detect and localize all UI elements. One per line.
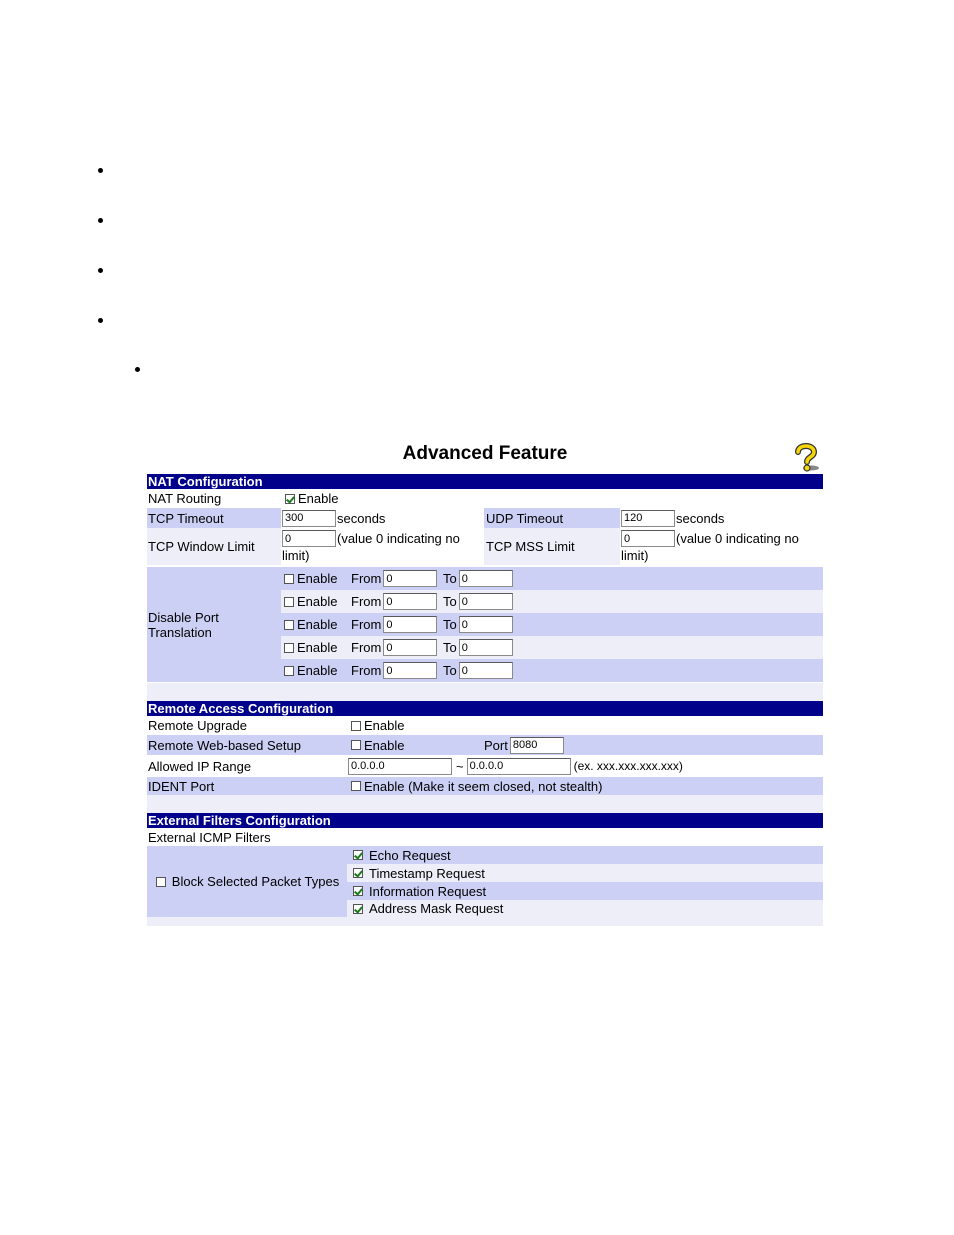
from-label: From	[351, 663, 382, 678]
ident-port-enable-label: Enable (Make it seem closed, not stealth)	[364, 778, 603, 794]
from-label: From	[351, 594, 382, 609]
to-label: To	[443, 617, 457, 632]
from-label: From	[351, 617, 382, 632]
remote-websetup-row	[147, 735, 823, 755]
ip-range-to-input[interactable]	[467, 758, 571, 775]
tcp-window-note-cont: limit)	[282, 548, 310, 563]
port-to-input[interactable]	[459, 570, 513, 587]
packet-type-label: Information Request	[369, 883, 487, 899]
external-filters-header: External Filters Configuration	[147, 813, 823, 828]
tcp-mss-note: (value 0 indicating no	[676, 531, 799, 546]
list-bullet	[98, 318, 103, 323]
from-label: From	[351, 640, 382, 655]
remote-upgrade-checkbox[interactable]	[351, 721, 361, 731]
tcp-window-note: (value 0 indicating no	[337, 531, 460, 546]
packet-type-label: Timestamp Request	[369, 865, 485, 881]
list-bullet	[98, 168, 103, 173]
port-range-enable-checkbox[interactable]	[284, 666, 294, 676]
enable-label: Enable	[297, 617, 338, 632]
to-label: To	[443, 594, 457, 609]
nat-routing-enable-label: Enable	[298, 491, 339, 506]
disable-port-translation-label-cont: Translation	[148, 624, 212, 640]
help-question-icon[interactable]	[791, 441, 821, 473]
enable-label: Enable	[297, 594, 338, 609]
tcp-window-limit-input[interactable]	[282, 530, 336, 547]
port-to-input[interactable]	[459, 616, 513, 633]
section-spacer	[147, 795, 823, 813]
udp-timeout-label: UDP Timeout	[486, 510, 564, 526]
to-label: To	[443, 663, 457, 678]
tcp-timeout-label: TCP Timeout	[148, 510, 224, 526]
tcp-mss-note-cont: limit)	[621, 548, 649, 563]
list-bullet	[98, 268, 103, 273]
udp-timeout-unit: seconds	[676, 510, 725, 526]
port-label: Port	[484, 737, 508, 753]
remote-websetup-label: Remote Web-based Setup	[148, 737, 301, 753]
from-label: From	[351, 571, 382, 586]
packet-type-row	[347, 864, 823, 882]
ident-port-label: IDENT Port	[148, 778, 215, 794]
section-spacer	[147, 683, 823, 701]
port-to-input[interactable]	[459, 639, 513, 656]
packet-type-row	[347, 846, 823, 864]
port-to-input[interactable]	[459, 662, 513, 679]
remote-upgrade-label: Remote Upgrade	[148, 718, 247, 733]
block-packet-types-block	[147, 846, 823, 917]
disable-port-translation-block	[147, 567, 823, 682]
nat-config-header: NAT Configuration	[147, 474, 823, 489]
block-selected-label: Block Selected Packet Types	[171, 874, 340, 889]
port-from-input[interactable]	[383, 639, 437, 656]
remote-websetup-checkbox[interactable]	[351, 740, 361, 750]
packet-type-checkbox[interactable]	[353, 868, 363, 878]
section-spacer	[147, 917, 823, 926]
tcp-timeout-unit: seconds	[337, 510, 386, 526]
port-from-input[interactable]	[383, 616, 437, 633]
port-from-input[interactable]	[383, 662, 437, 679]
list-bullet	[98, 218, 103, 223]
port-from-input[interactable]	[383, 570, 437, 587]
packet-type-checkbox[interactable]	[353, 850, 363, 860]
packet-type-label: Echo Request	[369, 847, 451, 863]
tcp-mss-limit-input[interactable]	[621, 530, 675, 547]
packet-type-checkbox[interactable]	[353, 886, 363, 896]
tcp-window-limit-label: TCP Window Limit	[148, 539, 255, 554]
port-range-row	[281, 659, 823, 682]
remote-upgrade-row	[147, 716, 823, 735]
page-title: Advanced Feature	[402, 443, 568, 464]
tcp-mss-limit-label: TCP MSS Limit	[486, 539, 575, 554]
enable-label: Enable	[297, 571, 338, 586]
port-range-enable-checkbox[interactable]	[284, 643, 294, 653]
ip-range-separator: ~	[456, 758, 464, 774]
remote-access-header: Remote Access Configuration	[147, 701, 823, 716]
to-label: To	[443, 640, 457, 655]
port-range-row	[281, 567, 823, 590]
ident-port-row	[147, 777, 823, 795]
packet-type-checkbox[interactable]	[353, 904, 363, 914]
enable-label: Enable	[297, 663, 338, 678]
nat-routing-row	[147, 489, 823, 508]
remote-port-input[interactable]	[510, 737, 564, 754]
icmp-filters-row	[147, 828, 823, 846]
external-icmp-filters-label: External ICMP Filters	[148, 829, 271, 845]
packet-type-row	[347, 900, 823, 917]
enable-label: Enable	[297, 640, 338, 655]
port-range-enable-checkbox[interactable]	[284, 620, 294, 630]
nat-routing-label: NAT Routing	[148, 491, 222, 506]
limit-row	[147, 528, 823, 565]
remote-websetup-enable-label: Enable	[364, 737, 405, 753]
port-to-input[interactable]	[459, 593, 513, 610]
packet-type-label: Address Mask Request	[369, 901, 504, 916]
port-from-input[interactable]	[383, 593, 437, 610]
ident-port-checkbox[interactable]	[351, 781, 361, 791]
ip-range-from-input[interactable]	[348, 758, 452, 775]
advanced-feature-panel	[147, 440, 823, 926]
port-range-row	[281, 636, 823, 659]
timeout-row	[147, 508, 823, 528]
port-range-enable-checkbox[interactable]	[284, 597, 294, 607]
nat-routing-checkbox[interactable]	[285, 494, 295, 504]
port-range-row	[281, 590, 823, 613]
port-range-row	[281, 613, 823, 636]
tcp-timeout-input[interactable]	[282, 510, 336, 527]
ip-range-example: (ex. xxx.xxx.xxx.xxx)	[573, 759, 683, 773]
udp-timeout-input[interactable]	[621, 510, 675, 527]
disable-port-translation-label: Disable Port	[148, 609, 219, 625]
remote-upgrade-enable-label: Enable	[364, 718, 405, 733]
list-bullet	[135, 367, 140, 372]
port-range-enable-checkbox[interactable]	[284, 574, 294, 584]
packet-type-row	[347, 882, 823, 900]
block-selected-checkbox[interactable]	[156, 877, 166, 887]
allowed-ip-row	[147, 755, 823, 777]
to-label: To	[443, 571, 457, 586]
allowed-ip-range-label: Allowed IP Range	[148, 758, 252, 774]
